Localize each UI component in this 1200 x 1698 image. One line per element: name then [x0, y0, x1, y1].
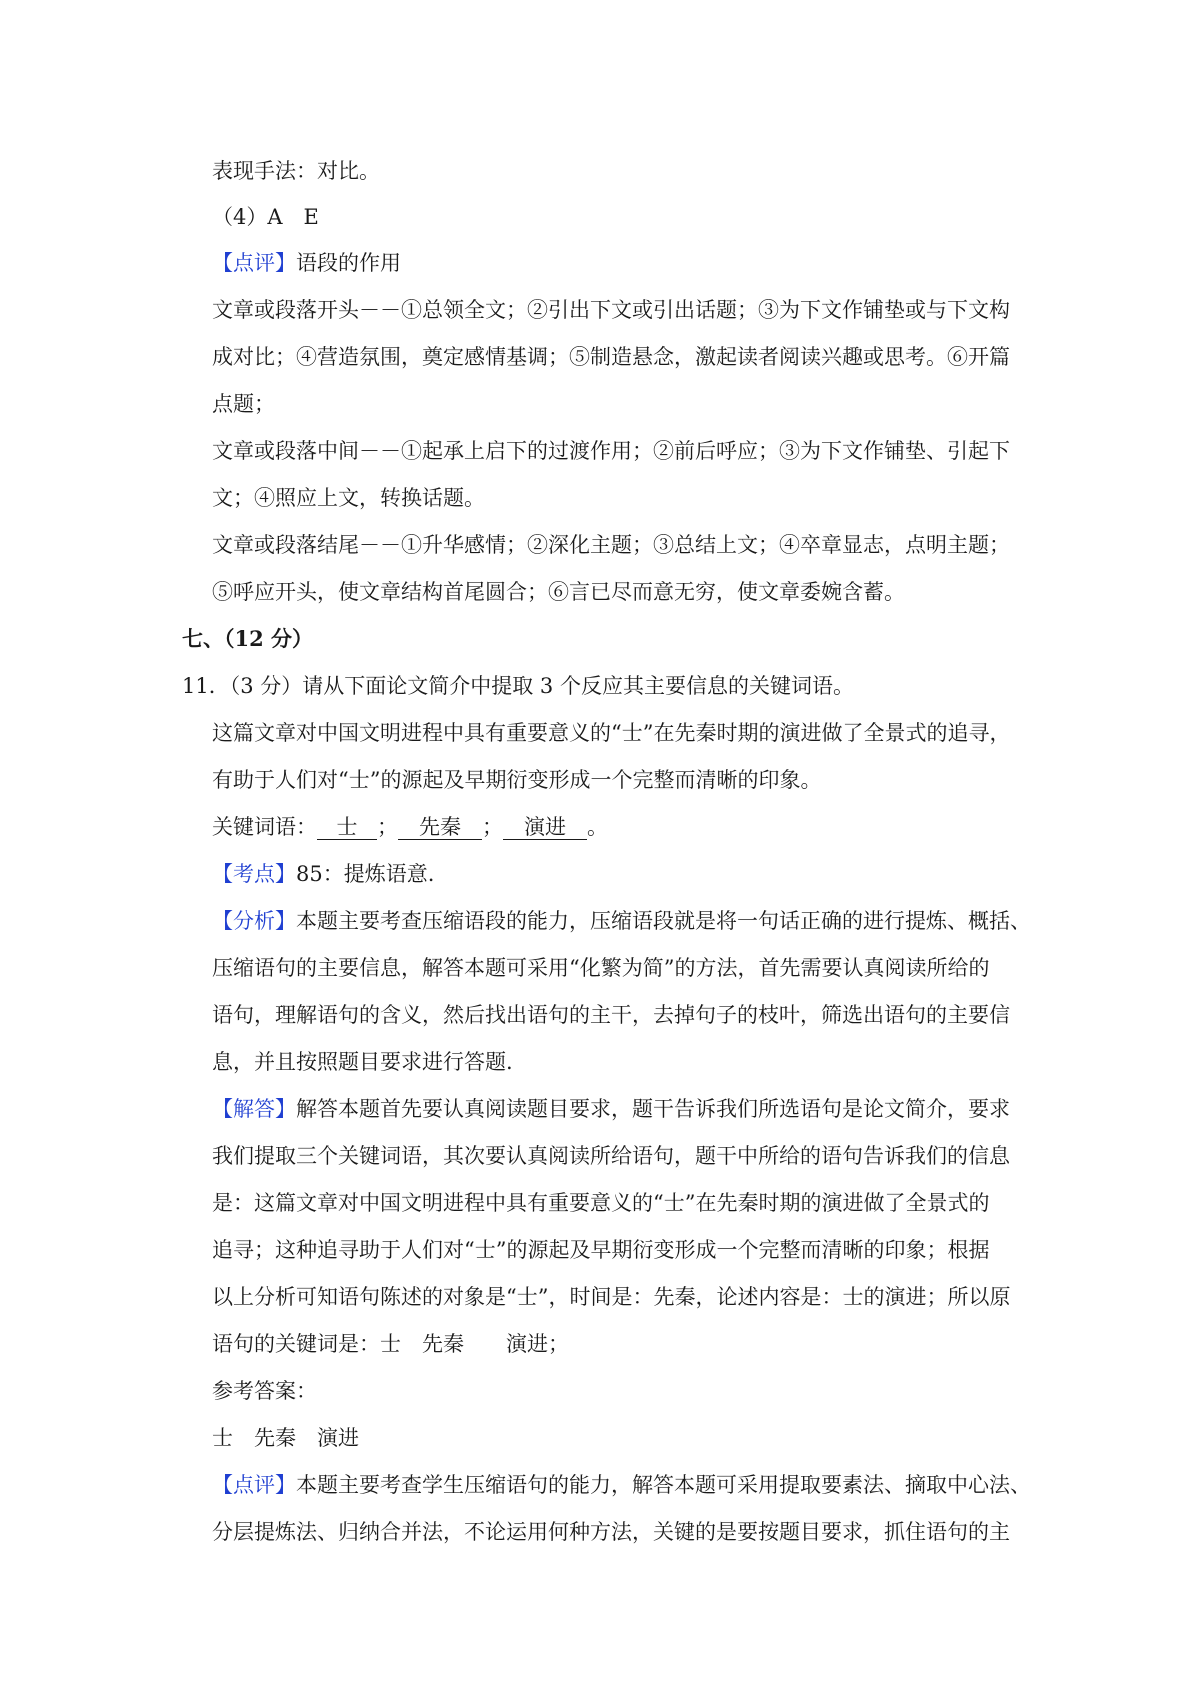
answer-tag: 【解答】	[212, 1097, 296, 1121]
comment-line	[212, 1470, 1032, 1500]
keyword-separator: ；	[482, 815, 503, 839]
text-line: 文章或段落开头－－①总领全文；②引出下文或引出话题；③为下文作铺垫或与下文构	[212, 298, 1010, 322]
text-line: 这篇文章对中国文明进程中具有重要意义的“士”在先秦时期的演进做了全景式的追寻，	[212, 721, 1011, 745]
keyword-answer-3: 演进	[503, 815, 587, 840]
comment-line	[212, 248, 1032, 278]
text-line: 息，并且按照题目要求进行答题.	[212, 1050, 513, 1074]
section-heading: 七、（12 分）	[182, 626, 314, 651]
analysis-tag: 【分析】	[212, 909, 296, 933]
text-line: 追寻；这种追寻助于人们对“士”的源起及早期衍变形成一个完整而清晰的印象；根据	[212, 1238, 990, 1262]
text-line: 有助于人们对“士”的源起及早期衍变形成一个完整而清晰的印象。	[212, 768, 822, 792]
keywords-end: 。	[587, 815, 608, 839]
text-line: 点题；	[212, 392, 275, 416]
keyword-answer-2: 先秦	[398, 815, 482, 840]
keyword-answer-1: 士	[317, 815, 377, 840]
analysis-text: 本题主要考查压缩语段的能力，压缩语段就是将一句话正确的进行提炼、概括、	[296, 909, 1031, 933]
text-line: 语句的关键词是：士 先秦 演进；	[212, 1332, 569, 1356]
text-line: 是：这篇文章对中国文明进程中具有重要意义的“士”在先秦时期的演进做了全景式的	[212, 1191, 990, 1215]
text-line: （4）A E	[212, 205, 319, 229]
kaodian-text: 85：提炼语意.	[296, 862, 435, 886]
comment-text: 语段的作用	[296, 251, 401, 275]
text-line: 参考答案：	[212, 1379, 317, 1403]
answer-text: 解答本题首先要认真阅读题目要求，题干告诉我们所选语句是论文简介，要求	[296, 1097, 1010, 1121]
comment-tag: 【点评】	[212, 1473, 296, 1497]
text-line: 以上分析可知语句陈述的对象是“士”，时间是：先秦，论述内容是：士的演进；所以原	[212, 1285, 1011, 1309]
text-line: 文章或段落中间－－①起承上启下的过渡作用；②前后呼应；③为下文作铺垫、引起下	[212, 439, 1010, 463]
text-line: ⑤呼应开头，使文章结构首尾圆合；⑥言已尽而意无穷，使文章委婉含蓄。	[212, 580, 905, 604]
text-line: 文；④照应上文，转换话题。	[212, 486, 485, 510]
kaodian-tag: 【考点】	[212, 862, 296, 886]
keywords-line	[212, 812, 1032, 842]
analysis-line	[212, 906, 1032, 936]
keywords-label: 关键词语：	[212, 815, 317, 839]
text-line: 我们提取三个关键词语，其次要认真阅读所给语句，题干中所给的语句告诉我们的信息	[212, 1144, 1010, 1168]
text-line: 成对比；④营造氛围，奠定感情基调；⑤制造悬念，激起读者阅读兴趣或思考。⑥开篇	[212, 345, 1010, 369]
text-line: 文章或段落结尾－－①升华感情；②深化主题；③总结上文；④卒章显志，点明主题；	[212, 533, 1010, 557]
answer-line	[212, 1094, 1032, 1124]
comment-text: 本题主要考查学生压缩语句的能力，解答本题可采用提取要素法、摘取中心法、	[296, 1473, 1031, 1497]
text-line: 分层提炼法、归纳合并法，不论运用何种方法，关键的是要按题目要求，抓住语句的主	[212, 1520, 1010, 1544]
kaodian-line	[212, 859, 1032, 889]
question-line: 11．（3 分）请从下面论文简介中提取 3 个反应其主要信息的关键词语。	[182, 674, 854, 698]
text-line: 士 先秦 演进	[212, 1426, 359, 1450]
keyword-separator: ；	[377, 815, 398, 839]
text-line: 语句，理解语句的含义，然后找出语句的主干，去掉句子的枝叶，筛选出语句的主要信	[212, 1003, 1010, 1027]
comment-tag: 【点评】	[212, 251, 296, 275]
text-line: 压缩语句的主要信息，解答本题可采用“化繁为简”的方法，首先需要认真阅读所给的	[212, 956, 990, 980]
text-line: 表现手法：对比。	[212, 159, 380, 183]
